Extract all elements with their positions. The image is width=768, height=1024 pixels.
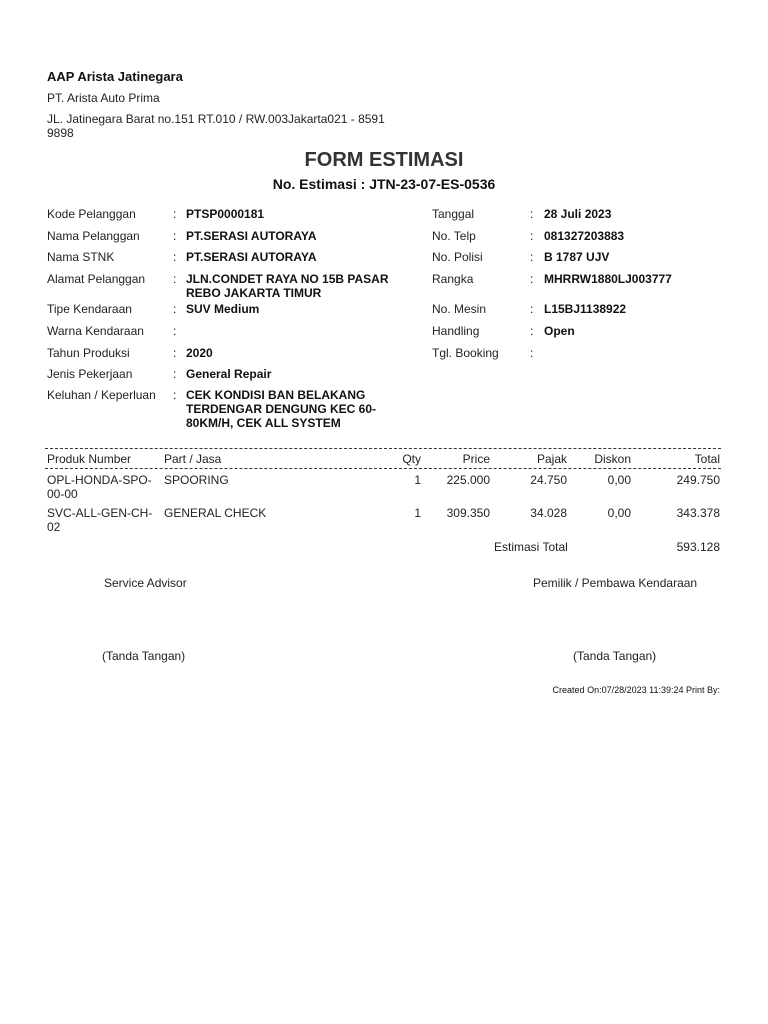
value-alamat-pelanggan: JLN.CONDET RAYA NO 15B PASAR REBO JAKARTA TIMUR <box>186 272 389 300</box>
colon: : <box>173 229 177 243</box>
value-nama-pelanggan: PT.SERASI AUTORAYA <box>186 229 317 243</box>
value-no-telp: 081327203883 <box>544 229 625 243</box>
colon: : <box>530 272 534 286</box>
col-price: Price <box>462 452 490 466</box>
colon: : <box>530 346 534 360</box>
colon: : <box>173 388 177 402</box>
label-no-polisi: No. Polisi <box>432 250 483 264</box>
label-jenis-pekerjaan: Jenis Pekerjaan <box>47 367 133 381</box>
cell-product-number: SVC-ALL-GEN-CH-02 <box>47 506 153 534</box>
value-tanggal: 28 Juli 2023 <box>544 207 612 221</box>
owner-label: Pemilik / Pembawa Kendaraan <box>533 576 698 590</box>
label-no-mesin: No. Mesin <box>432 302 487 316</box>
company-legal-name: PT. Arista Auto Prima <box>47 91 160 105</box>
colon: : <box>173 272 177 286</box>
value-nama-stnk: PT.SERASI AUTORAYA <box>186 250 317 264</box>
label-tahun-produksi: Tahun Produksi <box>47 346 130 360</box>
colon: : <box>530 229 534 243</box>
colon: : <box>530 250 534 264</box>
value-handling: Open <box>544 324 575 338</box>
colon: : <box>173 302 177 316</box>
cell-product-number: OPL-HONDA-SPO-00-00 <box>47 473 152 501</box>
cell-price: 225.000 <box>446 473 490 487</box>
cell-diskon: 0,00 <box>607 473 631 487</box>
value-tahun-produksi: 2020 <box>186 346 213 360</box>
label-tipe-kendaraan: Tipe Kendaraan <box>47 302 132 316</box>
created-on-footer: Created On:07/28/2023 11:39:24 Print By: <box>552 685 720 695</box>
col-qty: Qty <box>402 452 421 466</box>
estimate-total-label: Estimasi Total <box>494 540 568 554</box>
cell-diskon: 0,00 <box>607 506 631 520</box>
owner-signature: (Tanda Tangan) <box>573 649 657 663</box>
cell-part-jasa: SPOORING <box>164 473 229 487</box>
table-top-divider <box>45 448 721 449</box>
colon: : <box>530 324 534 338</box>
col-pajak: Pajak <box>536 452 567 466</box>
company-address: JL. Jatinegara Barat no.151 RT.010 / RW.003Jakarta021 - 8591 9898 <box>47 112 385 140</box>
col-part-jasa: Part / Jasa <box>164 452 222 466</box>
label-rangka: Rangka <box>432 272 474 286</box>
col-total: Total <box>694 452 720 466</box>
label-warna-kendaraan: Warna Kendaraan <box>47 324 144 338</box>
value-no-polisi: B 1787 UJV <box>544 250 610 264</box>
cell-total: 343.378 <box>676 506 720 520</box>
value-no-mesin: L15BJ1138922 <box>544 302 627 316</box>
colon: : <box>173 324 177 338</box>
col-diskon: Diskon <box>594 452 631 466</box>
value-jenis-pekerjaan: General Repair <box>186 367 272 381</box>
label-nama-pelanggan: Nama Pelanggan <box>47 229 140 243</box>
cell-qty: 1 <box>414 473 421 487</box>
colon: : <box>530 302 534 316</box>
value-keluhan: CEK KONDISI BAN BELAKANG TERDENGAR DENGUNG KEC 60-80KM/H, CEK ALL SYSTEM <box>186 388 377 430</box>
label-alamat-pelanggan: Alamat Pelanggan <box>47 272 146 286</box>
label-kode-pelanggan: Kode Pelanggan <box>47 207 136 221</box>
service-advisor-label: Service Advisor <box>104 576 187 590</box>
table-header-divider <box>45 468 721 469</box>
cell-qty: 1 <box>414 506 421 520</box>
colon: : <box>173 346 177 360</box>
colon: : <box>530 207 534 221</box>
form-title: FORM ESTIMASI <box>304 149 464 171</box>
colon: : <box>173 367 177 381</box>
colon: : <box>173 207 177 221</box>
colon: : <box>173 250 177 264</box>
estimate-number: No. Estimasi : JTN-23-07-ES-0536 <box>272 176 496 192</box>
col-product-number: Produk Number <box>47 452 132 466</box>
cell-pajak: 34.028 <box>530 506 567 520</box>
label-handling: Handling <box>432 324 480 338</box>
company-name: AAP Arista Jatinegara <box>47 69 183 84</box>
value-tipe-kendaraan: SUV Medium <box>186 302 260 316</box>
value-kode-pelanggan: PTSP0000181 <box>186 207 265 221</box>
estimate-total-value: 593.128 <box>676 540 720 554</box>
value-rangka: MHRRW1880LJ003777 <box>544 272 672 286</box>
service-advisor-signature: (Tanda Tangan) <box>102 649 186 663</box>
label-tanggal: Tanggal <box>432 207 475 221</box>
label-no-telp: No. Telp <box>432 229 476 243</box>
cell-pajak: 24.750 <box>530 473 567 487</box>
cell-total: 249.750 <box>676 473 720 487</box>
label-tgl-booking: Tgl. Booking <box>432 346 499 360</box>
cell-part-jasa: GENERAL CHECK <box>164 506 267 520</box>
label-keluhan: Keluhan / Keperluan <box>47 388 156 402</box>
cell-price: 309.350 <box>446 506 490 520</box>
label-nama-stnk: Nama STNK <box>47 250 115 264</box>
